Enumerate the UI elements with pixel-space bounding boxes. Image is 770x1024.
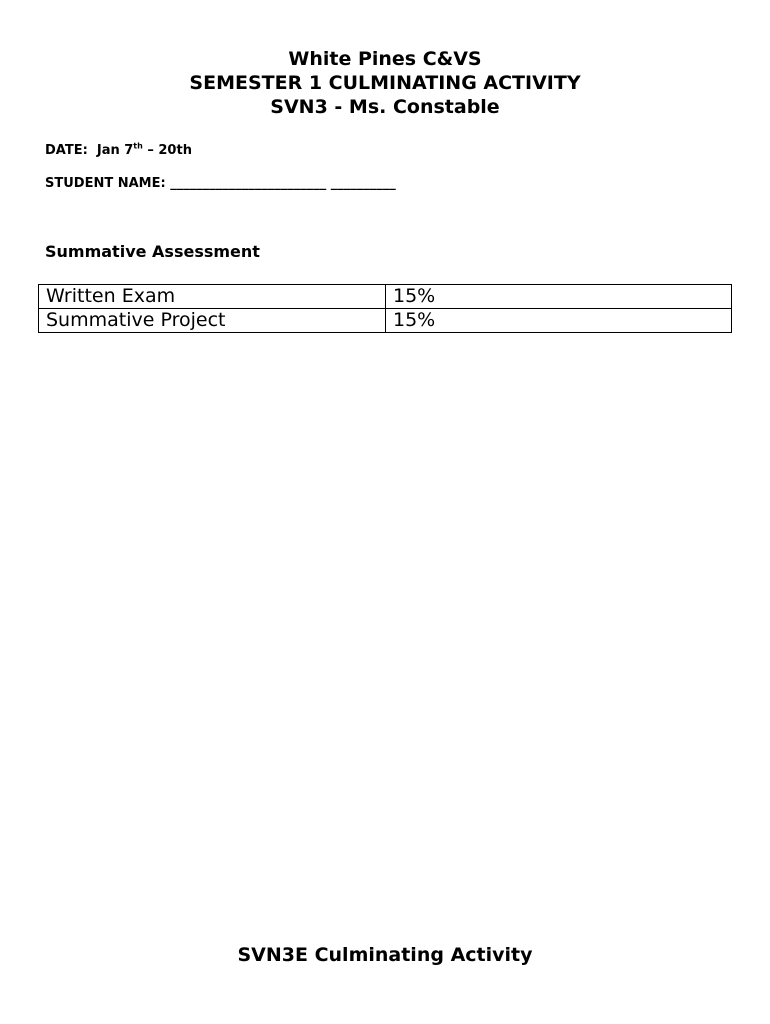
- assessment-weight: 15%: [386, 285, 732, 309]
- activity-title: SEMESTER 1 CULMINATING ACTIVITY: [189, 72, 581, 94]
- date-end: – 20th: [147, 143, 192, 158]
- table-row: [39, 309, 732, 333]
- assessment-item: Written Exam: [39, 285, 386, 309]
- summative-table: [38, 284, 732, 333]
- student-name-blank: ________________________: [170, 176, 327, 191]
- date-start-suffix: th: [133, 141, 143, 151]
- date-line: [45, 142, 192, 160]
- school-name: White Pines C&VS: [288, 48, 482, 70]
- document-header: [0, 47, 770, 119]
- summative-heading: Summative Assessment: [45, 242, 260, 261]
- student-name-line: [45, 175, 396, 193]
- footer-title: SVN3E Culminating Activity: [237, 944, 533, 966]
- assessment-weight: 15%: [386, 309, 732, 333]
- table-row: [39, 285, 732, 309]
- assessment-item: Summative Project: [39, 309, 386, 333]
- student-name-label: STUDENT NAME:: [45, 176, 166, 191]
- student-name-blank-2: __________: [330, 176, 396, 191]
- date-label: DATE:: [45, 143, 88, 158]
- course-title: SVN3 - Ms. Constable: [270, 96, 500, 118]
- date-start: Jan 7: [96, 143, 134, 158]
